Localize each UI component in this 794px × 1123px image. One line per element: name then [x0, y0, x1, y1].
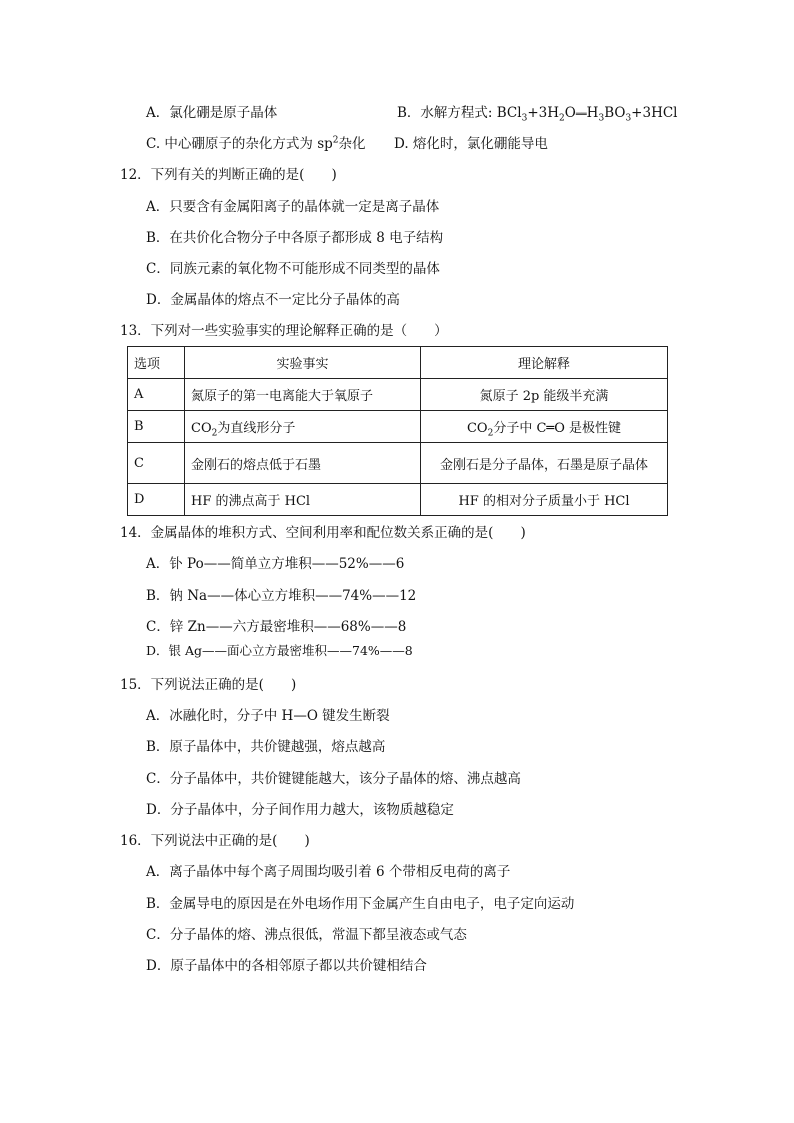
table-row [128, 411, 668, 443]
row-fact: $CO_2$为直线形分子 [185, 411, 421, 443]
table-header-row [128, 347, 668, 379]
q16-option-c: C．分子晶体的熔、沸点很低，常温下都呈液态或气态 [146, 927, 467, 943]
q12-stem: 12．下列有关的判断正确的是( ) [120, 167, 337, 183]
q16-option-a: A．离子晶体中每个离子周围均吸引着 6 个带相反电荷的离子 [146, 864, 511, 880]
q12-option-a: A．只要含有金属阳离子的晶体就一定是离子晶体 [146, 199, 440, 215]
row-fact: 金刚石的熔点低于石墨 [185, 443, 421, 484]
q16-option-d: D．原子晶体中的各相邻原子都以共价键相结合 [146, 958, 427, 974]
q14-option-b: B．钠 Na——体心立方堆积——74%——12 [146, 588, 417, 604]
q14-stem: 14．金属晶体的堆积方式、空间利用率和配位数关系正确的是( ) [120, 525, 526, 541]
q15-stem: 15．下列说法正确的是( ) [120, 677, 297, 693]
q13-stem: 13．下列对一些实验事实的理论解释正确的是（ ） [120, 323, 448, 339]
table-row [128, 379, 668, 411]
header-fact: 实验事实 [185, 347, 421, 379]
q15-option-d: D．分子晶体中，分子间作用力越大，该物质越稳定 [146, 802, 454, 818]
row-theory: $CO_2$分子中 C═O 是极性键 [421, 411, 668, 443]
q12-option-c: C．同族元素的氧化物不可能形成不同类型的晶体 [146, 261, 440, 277]
q12-option-b: B．在共价化合物分子中各原子都形成 8 电子结构 [146, 230, 444, 246]
q15-option-a: A．冰融化时，分子中 H—O 键发生断裂 [146, 708, 390, 724]
q14-option-a: A．钋 Po——简单立方堆积——52%——6 [146, 556, 405, 572]
row-option: C [128, 443, 185, 484]
q14-option-c: C．锌 Zn——六方最密堆积——68%——8 [146, 619, 407, 635]
q12-option-d: D．金属晶体的熔点不一定比分子晶体的高 [146, 292, 400, 308]
q11-option-a: A．氯化硼是原子晶体 [146, 105, 278, 121]
row-theory: 氮原子 2p 能级半充满 [421, 379, 668, 411]
table-row [128, 484, 668, 516]
q11-option-c: C. 中心硼原子的杂化方式为 $sp^2$杂化 [146, 135, 366, 152]
q16-stem: 16．下列说法中正确的是( ) [120, 833, 310, 849]
q11-option-b: B．水解方程式: $BCl_3+3H_2O══H_3BO_3+3HCl$ [397, 105, 678, 124]
header-option: 选项 [128, 347, 185, 379]
q14-option-d: D．银 Ag——面心立方最密堆积——74%——8 [146, 643, 413, 658]
table-row [128, 443, 668, 484]
q16-option-b: B．金属导电的原因是在外电场作用下金属产生自由电子，电子定向运动 [146, 896, 575, 912]
row-option: D [128, 484, 185, 516]
header-theory: 理论解释 [421, 347, 668, 379]
q13-table [127, 346, 668, 516]
row-option: A [128, 379, 185, 411]
row-fact: 氮原子的第一电离能大于氧原子 [185, 379, 421, 411]
q15-option-b: B．原子晶体中，共价键越强，熔点越高 [146, 739, 386, 755]
row-theory: HF 的相对分子质量小于 HCl [421, 484, 668, 516]
row-theory: 金刚石是分子晶体，石墨是原子晶体 [421, 443, 668, 484]
row-option: B [128, 411, 185, 443]
q15-option-c: C．分子晶体中，共价键键能越大，该分子晶体的熔、沸点越高 [146, 771, 521, 787]
row-fact: HF 的沸点高于 HCl [185, 484, 421, 516]
q11-option-d: D. 熔化时，氯化硼能导电 [394, 136, 548, 152]
